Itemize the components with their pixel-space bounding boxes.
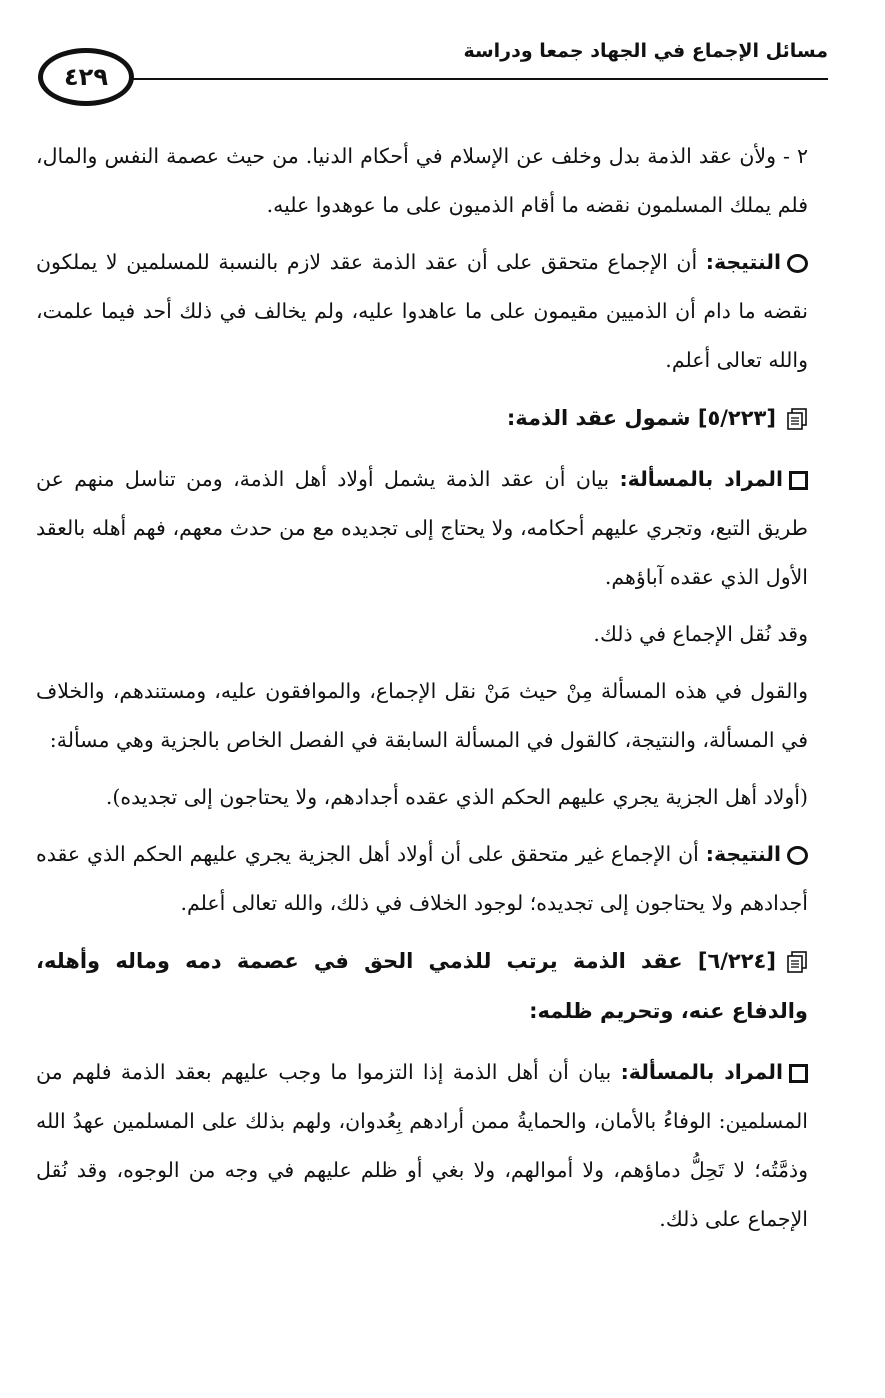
paragraph-reference: والقول في هذه المسألة مِنْ حيث مَنْ نقل الإجماع، والموافقون عليه، ومستندهم، والخلاف في المسألة، والنتيجة، كالقول في المسألة السابقة في الفصل الخاص بالجزية وهي مسألة: — [36, 679, 808, 752]
paragraph-result-1 — [36, 238, 808, 385]
hollow-square-icon — [789, 1064, 808, 1083]
page-number: ٤٢٩ — [64, 63, 108, 91]
definition-label: المراد بالمسألة: — [619, 467, 783, 491]
section-heading-text: [٥/٢٢٣] شمول عقد الذمة: — [506, 406, 776, 430]
paragraph-result-2 — [36, 830, 808, 928]
result-label: النتيجة: — [705, 842, 781, 866]
hollow-circle-icon — [787, 254, 808, 273]
paragraph-argument-2: ٢ - ولأن عقد الذمة بدل وخلف عن الإسلام في أحكام الدنيا. من حيث عصمة النفس والمال، فلم يملك المسلمون نقضه ما أقام الذميون على ما عوهدوا عليه. — [36, 144, 808, 217]
paragraph-definition-2 — [36, 1048, 808, 1244]
page-body — [36, 132, 808, 1252]
page-number-badge — [38, 48, 134, 106]
hollow-circle-icon — [787, 846, 808, 865]
result-label: النتيجة: — [705, 250, 781, 274]
result-text: أن الإجماع متحقق على أن عقد الذمة عقد لازم بالنسبة للمسلمين لا يملكون نقضه ما دام أن الذميين مقيمون على ما عاهدوا عليه، ولم يخالف في ذلك أحد فيما علمت، والله تعالى أعلم. — [36, 250, 808, 372]
page-header — [38, 40, 828, 120]
result-text: أن الإجماع غير متحقق على أن أولاد أهل الجزية يجري عليهم الحكم الذي عقده أجدادهم ولا يحتاجون إلى تجديده؛ لوجود الخلاف في ذلك، والله تعالى أعلم. — [36, 842, 808, 915]
header-rule — [130, 78, 828, 80]
section-heading-text: [٦/٢٢٤] عقد الذمة يرتب للذمي الحق في عصمة دمه وماله وأهله، والدفاع عنه، وتحريم ظلمه: — [36, 949, 808, 1023]
definition-text: بيان أن أهل الذمة إذا التزموا ما وجب عليهم بعقد الذمة فلهم من المسلمين: الوفاءُ بالأمان، والحمايةُ ممن أرادهم بِعُدوان، ولهم بذلك على المسلمين عهدُ الله وذمَّتُه؛ لا تَحِلُّ دماؤهم، ولا أموالهم، ولا بغي أو ظلم عليهم في وجه من الوجوه، وقد نُقل الإجماع على ذلك. — [36, 1060, 808, 1231]
stacked-pages-icon — [786, 408, 808, 430]
running-title: مسائل الإجماع في الجهاد جمعا ودراسة — [463, 40, 828, 62]
definition-label: المراد بالمسألة: — [620, 1060, 783, 1084]
section-heading-223 — [36, 393, 808, 443]
hollow-square-icon — [789, 471, 808, 490]
paragraph-consensus-note: وقد نُقل الإجماع في ذلك. — [593, 622, 808, 646]
stacked-pages-icon — [786, 951, 808, 973]
paragraph-definition-1 — [36, 455, 808, 602]
section-heading-224 — [36, 936, 808, 1036]
definition-text: بيان أن عقد الذمة يشمل أولاد أهل الذمة، ومن تناسل منهم عن طريق التبع، وتجري عليهم أحكامه، ولا يحتاج إلى تجديده مع من حدث معهم، فهم أهله بالعقد الأول الذي عقده آباؤهم. — [36, 467, 808, 589]
paragraph-quoted-issue: (أولاد أهل الجزية يجري عليهم الحكم الذي عقده أجدادهم، ولا يحتاجون إلى تجديده). — [105, 785, 808, 809]
